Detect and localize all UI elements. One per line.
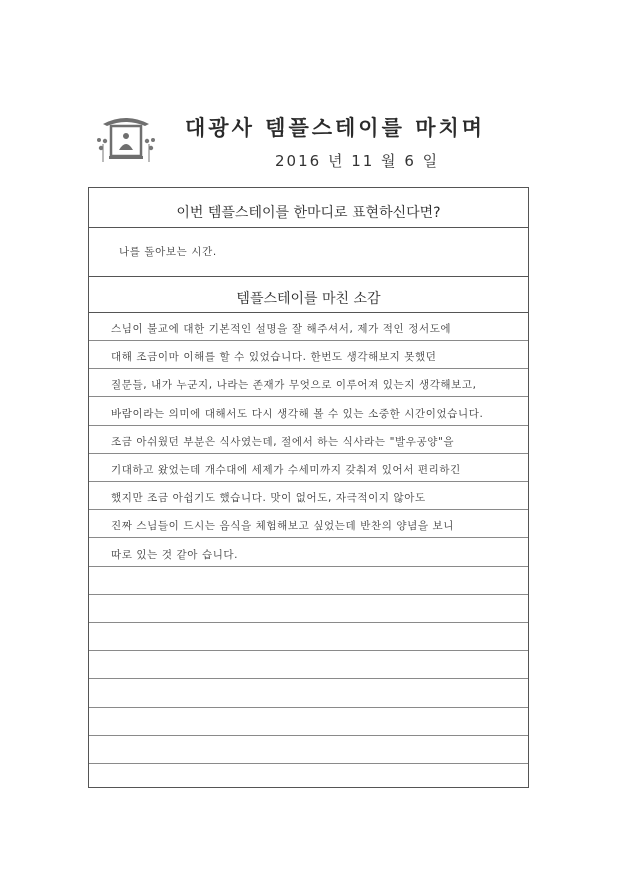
ruled-line [89,735,528,736]
ruled-line [89,340,528,341]
page-title: 대광사 템플스테이를 마치며 [185,116,486,140]
ruled-line [89,707,528,708]
ruled-line [89,537,528,538]
impressions-line: 바람이라는 의미에 대해서도 다시 생각해 볼 수 있는 소중한 시간이었습니다. [111,407,484,420]
impressions-line: 대해 조금이마 이해를 할 수 있었습니다. 한번도 생각해보지 못했던 [111,351,437,364]
ruled-line [89,396,528,397]
divider [89,312,528,313]
ruled-line [89,594,528,595]
impressions-heading: 템플스테이를 마친 소감 [236,291,381,307]
ruled-line [89,678,528,679]
impressions-line: 했지만 조금 아쉽기도 했습니다. 맛이 없어도, 자극적이지 않아도 [111,492,426,505]
ruled-line [89,425,528,426]
impressions-line: 진짜 스님들이 드시는 음식을 체험해보고 싶었는데 반찬의 양념을 보니 [111,520,455,533]
one-word-prompt: 이번 템플스테이를 한마디로 표현하신다면? [176,205,441,221]
date-line: 2016 년 11 월 6 일 [275,152,440,170]
ruled-line [89,566,528,567]
impressions-line: 기대하고 왔었는데 개수대에 세제가 수세미까지 갖춰져 있어서 편리하긴 [111,464,461,476]
ruled-line [89,650,528,651]
temple-buddha-logo-icon [95,110,157,172]
one-word-answer: 나를 돌아보는 시간. [119,246,217,258]
impressions-line: 스님이 불교에 대한 기본적인 설명을 잘 해주셔서, 제가 적인 정서도에 [111,323,452,335]
ruled-line [89,368,528,369]
ruled-line [89,453,528,454]
impressions-line: 질문들, 내가 누군지, 나라는 존재가 무엇으로 이루어져 있는지 생각해보고, [111,379,477,392]
divider [89,227,528,228]
impressions-line: 따로 있는 것 같아 습니다. [111,548,239,561]
form-frame [88,187,529,788]
divider [89,276,528,277]
ruled-line [89,509,528,510]
ruled-line [89,481,528,482]
ruled-line [89,763,528,764]
impressions-line: 조금 아쉬웠던 부분은 식사였는데, 절에서 하는 식사라는 "발우공양"을 [111,435,455,448]
ruled-line [89,622,528,623]
